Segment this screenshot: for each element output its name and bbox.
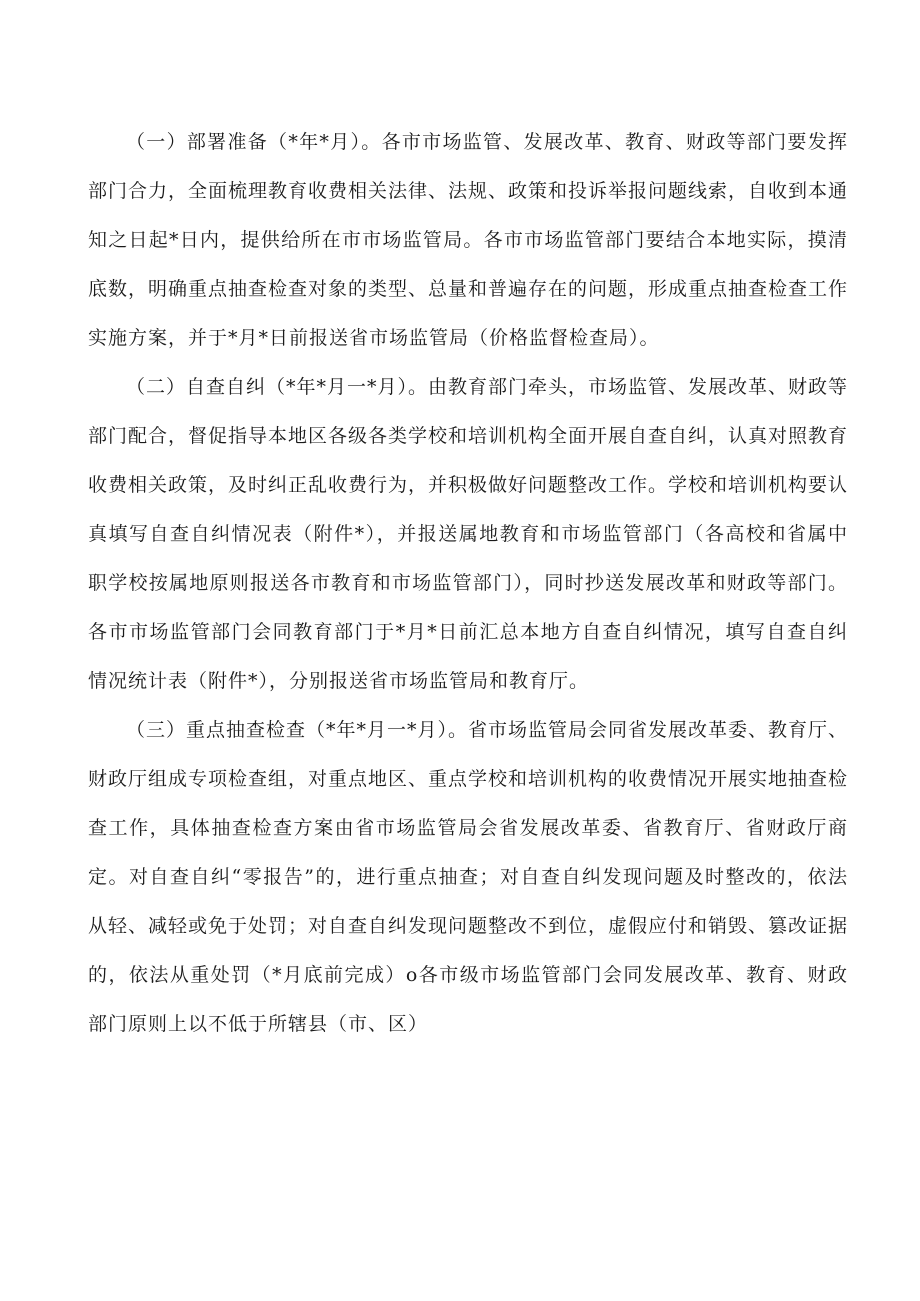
paragraph-deployment-preparation: （一）部署准备（*年*月）。各市市场监管、发展改革、教育、财政等部门要发挥部门合力，全面梳理教育收费相关法律、法规、政策和投诉举报问题线索，自收到本通知之日起*日内，提供给所在市市场监管局。各市市场监管部门要结合本地实际，摸清底数，明确重点抽查检查对象的类型、总量和普遍存在的问题，形成重点抽查检查工作实施方案，并于*月*日前报送省市场监管局（价格监督检查局）。 <box>88 131 849 349</box>
document-body <box>88 118 848 1049</box>
paragraph-self-inspection: （二）自查自纠（*年*月一*月）。由教育部门牵头，市场监管、发展改革、财政等部门配合，督促指导本地区各级各类学校和培训机构全面开展自查自纠，认真对照教育收费相关政策，及时纠正乱收费行为，并积极做好问题整改工作。学校和培训机构要认真填写自查自纠情况表（附件*），并报送属地教育和市场监管部门（各高校和省属中职学校按属地原则报送各市教育和市场监管部门），同时抄送发展改革和财政等部门。各市市场监管部门会同教育部门于*月*日前汇总本地方自查自纠情况，填写自查自纠情况统计表（附件*），分别报送省市场监管局和教育厅。 <box>88 376 849 692</box>
paragraph-key-spot-check: （三）重点抽查检查（*年*月一*月）。省市场监管局会同省发展改革委、教育厅、财政厅组成专项检查组，对重点地区、重点学校和培训机构的收费情况开展实地抽查检查工作，具体抽查检查方案由省市场监管局会省发展改革委、省教育厅、省财政厅商定。对自查自纠“零报告”的，进行重点抽查；对自查自纠发现问题及时整改的，依法从轻、减轻或免于处罚；对自查自纠发现问题整改不到位，虚假应付和销毁、篡改证据的，依法从重处罚（*月底前完成）o各市级市场监管部门会同发展改革、教育、财政部门原则上以不低于所辖县（市、区） <box>88 719 849 1035</box>
